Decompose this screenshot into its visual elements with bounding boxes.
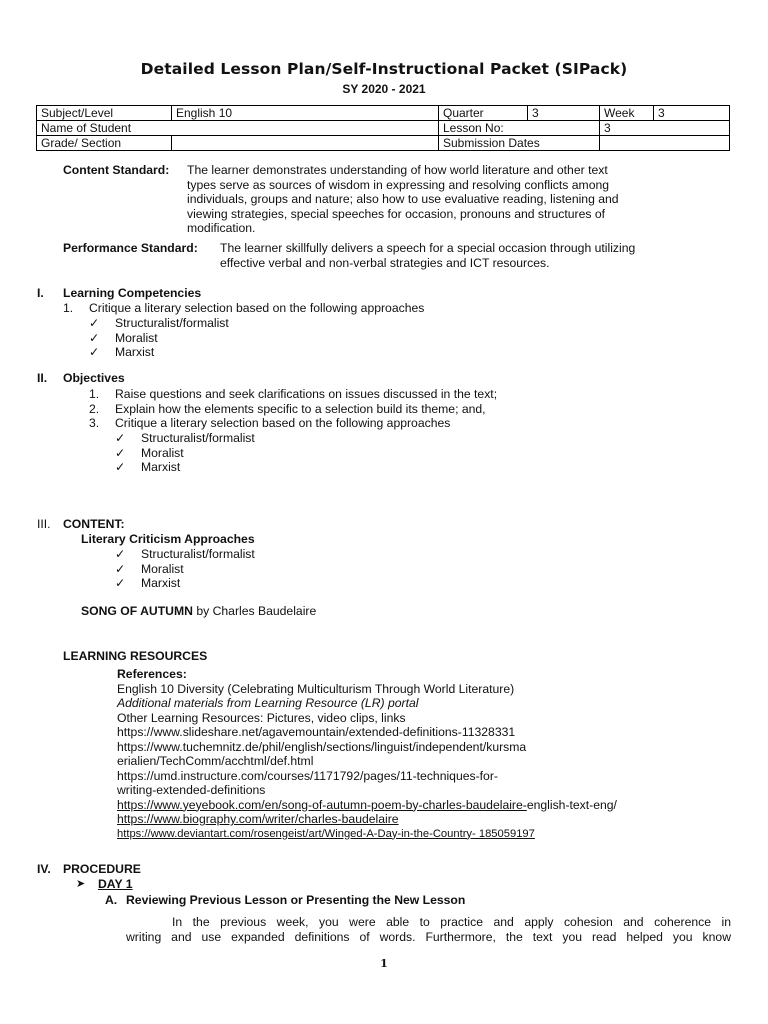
content-standard-line: individuals, groups and nature; also how to use evaluative reading, listening and <box>187 192 619 206</box>
reference-link-row <box>117 812 617 827</box>
reference-link: https://www.slideshare.net/agavemountain/extended-definitions-11328331 <box>117 725 516 739</box>
step-letter: A. <box>105 893 118 907</box>
list-item-label: Structuralist/formalist <box>115 316 229 330</box>
content-standard-line: types serve as sources of wisdom in expressing and resolving conflicts among <box>187 177 610 192</box>
content-standard-line: viewing strategies, special speeches for occasion, pronouns and structures of <box>187 206 605 221</box>
day-heading: DAY 1 <box>98 877 133 891</box>
performance-standard-label: Performance Standard: <box>63 241 198 255</box>
section-number: IV. <box>37 862 51 876</box>
list-item-label: Critique a literary selection based on the following approaches <box>115 416 451 430</box>
performance-standard-text <box>220 241 635 270</box>
section-subtitle: Literary Criticism Approaches <box>81 532 255 546</box>
arrowhead-bullet-icon: ➤ <box>76 878 86 890</box>
check-mark-icon: ✓ <box>115 561 126 576</box>
list-item <box>115 460 255 475</box>
reference-item: Other Learning Resources: Pictures, video clips, links <box>117 710 406 725</box>
list-item-label: Structuralist/formalist <box>141 431 255 445</box>
table-row <box>37 121 730 136</box>
quarter-label: Quarter <box>439 106 528 121</box>
link-tail-text: english-text-eng/ <box>526 797 617 812</box>
list-item <box>89 316 229 331</box>
submission-value <box>600 136 730 151</box>
list-item <box>89 345 229 360</box>
school-year: SY 2020 - 2021 <box>342 82 426 96</box>
list-item <box>89 331 229 346</box>
list-item <box>89 402 497 417</box>
check-mark-icon: ✓ <box>115 431 126 445</box>
list-item <box>115 547 255 562</box>
reference-link: https://umd.instructure.com/courses/1171792/pages/11-techniques-for- <box>117 768 498 783</box>
paragraph-line: writing and use expanded definitions of words. Furthermore, the text you read helped you know <box>126 929 731 944</box>
hyperlink-deviantart[interactable]: https://www.deviantart.com/rosengeist/art/Winged-A-Day-in-the-Country- 185059197 <box>117 827 535 840</box>
reference-link: erialien/TechComm/acchtml/def.html <box>117 754 314 768</box>
references-label: References: <box>117 667 187 681</box>
list-item <box>115 446 255 461</box>
checklist <box>89 316 229 360</box>
list-item <box>89 416 497 431</box>
reference-link: https://www.tuchemnitz.de/phil/english/sections/linguist/independent/kursma <box>117 739 527 754</box>
check-mark-icon: ✓ <box>89 345 100 359</box>
subject-value: English 10 <box>172 106 439 121</box>
list-item-label: Explain how the elements specific to a selection build its theme; and, <box>115 401 486 416</box>
song-title: SONG OF AUTUMN <box>81 604 193 618</box>
lesson-label: Lesson No: <box>439 121 600 136</box>
page-number: 1 <box>380 957 388 970</box>
list-item: Critique a literary selection based on the following approaches <box>89 301 425 315</box>
performance-standard-line: The learner skillfully delivers a speech for a special occasion through utilizing <box>220 241 636 255</box>
list-item-label: Moralist <box>115 330 158 345</box>
section-title: CONTENT: <box>63 517 125 531</box>
reference-item: Additional materials from Learning Resource (LR) portal <box>117 696 419 710</box>
student-label: Name of Student <box>37 121 439 136</box>
table-row <box>37 106 730 121</box>
list-item <box>115 576 255 591</box>
resources-title: LEARNING RESOURCES <box>63 649 208 663</box>
content-standard-label: Content Standard: <box>63 163 170 177</box>
grade-label: Grade/ Section <box>37 136 172 151</box>
submission-label: Submission Dates <box>439 136 600 151</box>
check-mark-icon: ✓ <box>89 316 100 330</box>
objectives-list <box>89 387 497 431</box>
section-title: Learning Competencies <box>63 286 202 300</box>
performance-standard-line: effective verbal and non-verbal strategies and ICT resources. <box>220 255 550 270</box>
content-standard-line: The learner demonstrates understanding of how world literature and other text <box>187 163 608 177</box>
section-number: I. <box>37 286 44 300</box>
reference-link-row <box>117 827 617 842</box>
list-item-label: Marxist <box>141 460 181 474</box>
week-label: Week <box>600 106 654 121</box>
list-item-number: 2. <box>89 401 100 416</box>
reference-link: writing-extended-definitions <box>117 783 266 797</box>
section-title: PROCEDURE <box>63 862 141 876</box>
paragraph-line: In the previous week, you were able to practice and apply cohesion and coherence in <box>172 915 731 929</box>
check-mark-icon: ✓ <box>115 460 126 474</box>
list-item-label: Moralist <box>141 561 184 576</box>
document-title: Detailed Lesson Plan/Self-Instructional Packet (SIPack) <box>140 60 628 78</box>
list-item-number: 3. <box>89 416 100 430</box>
checklist <box>115 431 255 475</box>
week-value: 3 <box>654 106 730 121</box>
section-number: II. <box>37 371 48 385</box>
step-title: Reviewing Previous Lesson or Presenting the New Lesson <box>126 893 466 907</box>
list-item-label: Marxist <box>115 345 155 359</box>
subject-label: Subject/Level <box>37 106 172 121</box>
content-standard-text <box>187 163 619 236</box>
check-mark-icon: ✓ <box>115 445 126 460</box>
check-mark-icon: ✓ <box>115 547 126 561</box>
reference-item: English 10 Diversity (Celebrating Multiculturism Through World Literature) <box>117 681 515 696</box>
song-author: by Charles Baudelaire <box>192 604 317 618</box>
procedure-paragraph <box>126 915 731 944</box>
check-mark-icon: ✓ <box>115 576 126 590</box>
list-item-label: Raise questions and seek clarifications on issues discussed in the text; <box>115 387 498 401</box>
list-item <box>115 562 255 577</box>
reference-link-row <box>117 798 617 813</box>
section-title: Objectives <box>63 371 125 385</box>
list-item <box>115 431 255 446</box>
table-row <box>37 136 730 151</box>
resources-list <box>117 667 617 841</box>
quarter-value: 3 <box>528 106 600 121</box>
section-number: III. <box>37 517 51 531</box>
check-mark-icon: ✓ <box>89 330 100 345</box>
lesson-value: 3 <box>600 121 730 136</box>
hyperlink-biography[interactable]: https://www.biography.com/writer/charles-baudelaire <box>117 812 399 826</box>
list-item-label: Moralist <box>141 445 184 460</box>
list-item-label: Marxist <box>141 576 181 590</box>
song-line <box>81 604 316 618</box>
list-item <box>89 387 497 402</box>
content-standard-line: modification. <box>187 221 256 235</box>
hyperlink-yeyebook[interactable]: https://www.yeyebook.com/en/song-of-autumn-poem-by-charles-baudelaire- <box>117 797 527 812</box>
list-item-label: Structuralist/formalist <box>141 547 255 561</box>
list-item-number: 1. <box>89 387 100 401</box>
checklist <box>115 547 255 591</box>
info-table <box>36 105 730 151</box>
list-item-number: 1. <box>63 301 74 315</box>
grade-value <box>172 136 439 151</box>
